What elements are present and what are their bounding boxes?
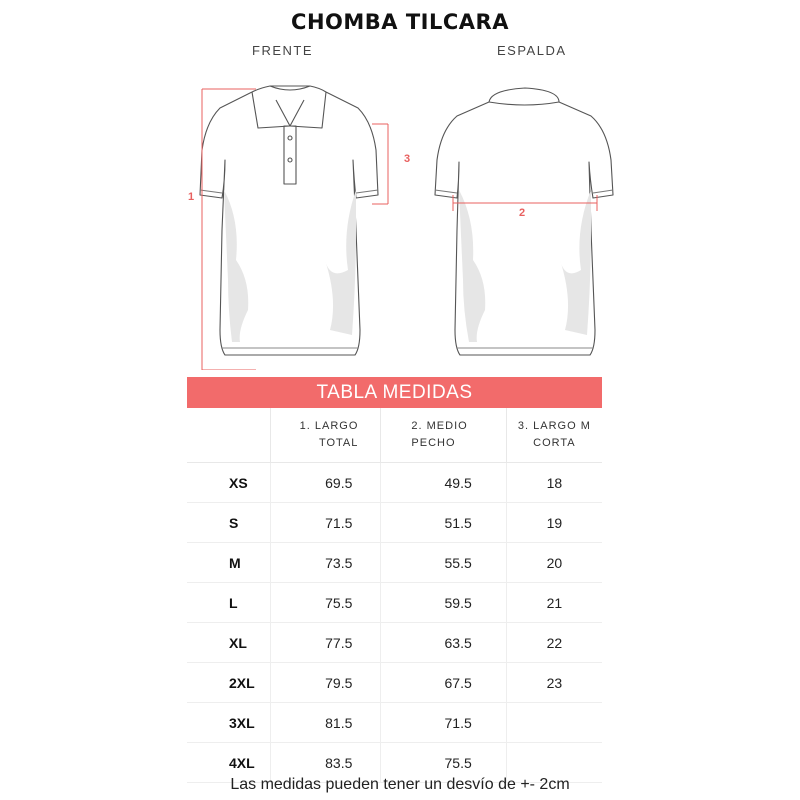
manga-value: 19 (506, 503, 602, 543)
largo-value: 75.5 (270, 583, 381, 623)
tolerance-footnote: Las medidas pueden tener un desvío de +- 2cm (230, 776, 570, 793)
largo-value: 81.5 (270, 703, 381, 743)
pecho-value: 75.5 (381, 743, 506, 783)
pecho-value: 59.5 (381, 583, 506, 623)
measure-marker-2: 2 (519, 207, 526, 219)
manga-value: 18 (506, 463, 602, 503)
size-table-banner: TABLA MEDIDAS (187, 377, 602, 408)
header-largo-total: 1. LARGO TOTAL (270, 408, 381, 463)
largo-value: 73.5 (270, 543, 381, 583)
manga-value: 22 (506, 623, 602, 663)
size-label: M (187, 543, 270, 583)
size-label: XL (187, 623, 270, 663)
manga-value: 20 (506, 543, 602, 583)
front-view-label: FRENTE (252, 43, 313, 58)
pecho-value: 51.5 (381, 503, 506, 543)
manga-value: 21 (506, 583, 602, 623)
size-column-header (187, 408, 270, 463)
back-shirt-illustration (425, 80, 625, 370)
largo-value: 77.5 (270, 623, 381, 663)
header-largo-manga: 3. LARGO M CORTA (506, 408, 602, 463)
largo-value: 83.5 (270, 743, 381, 783)
back-view-label: ESPALDA (497, 43, 567, 58)
measure-marker-1: 1 (188, 191, 195, 203)
table-row (187, 623, 602, 663)
manga-value: 23 (506, 663, 602, 703)
pecho-value: 63.5 (381, 623, 506, 663)
pecho-value: 49.5 (381, 463, 506, 503)
page-title: CHOMBA TILCARA (291, 10, 509, 34)
manga-value (506, 703, 602, 743)
header-medio-pecho: 2. MEDIO PECHO (381, 408, 506, 463)
largo-value: 79.5 (270, 663, 381, 703)
pecho-value: 55.5 (381, 543, 506, 583)
size-label: XS (187, 463, 270, 503)
table-row (187, 663, 602, 703)
size-table (187, 408, 602, 783)
table-row (187, 503, 602, 543)
largo-value: 71.5 (270, 503, 381, 543)
table-row (187, 463, 602, 503)
table-header-row (187, 408, 602, 463)
size-label: 4XL (187, 743, 270, 783)
size-label: L (187, 583, 270, 623)
size-label: S (187, 503, 270, 543)
front-shirt-illustration (180, 80, 420, 370)
size-label: 2XL (187, 663, 270, 703)
pecho-value: 71.5 (381, 703, 506, 743)
table-row (187, 703, 602, 743)
measure-marker-3: 3 (404, 153, 411, 165)
pecho-value: 67.5 (381, 663, 506, 703)
table-row (187, 583, 602, 623)
table-row (187, 543, 602, 583)
largo-value: 69.5 (270, 463, 381, 503)
size-label: 3XL (187, 703, 270, 743)
